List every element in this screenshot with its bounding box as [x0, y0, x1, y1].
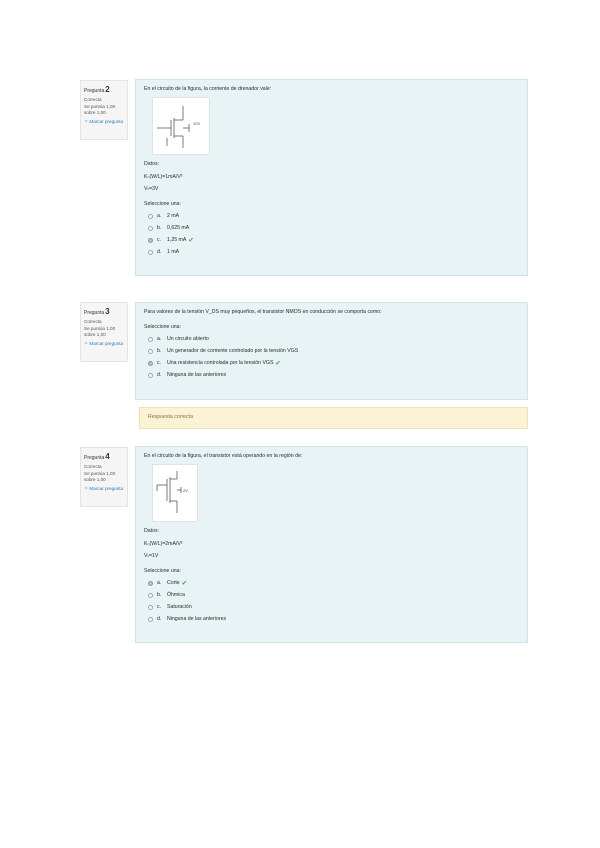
radio-button-checked[interactable] — [148, 581, 153, 586]
select-prompt: Seleccione una: — [144, 201, 181, 208]
option-c[interactable]: c. Una resistencia controlada por la tensión VGS ✔ — [144, 358, 519, 370]
option-b[interactable]: b. 0,625 mA — [144, 222, 519, 234]
radio-button[interactable] — [148, 214, 153, 219]
radio-button[interactable] — [148, 349, 153, 354]
radio-button-checked[interactable] — [148, 238, 153, 243]
question-grade: Se puntúa 1,00 sobre 1,00 — [84, 470, 116, 483]
option-text: 1,25 mA — [167, 236, 187, 243]
option-text: Ninguna de las anteriores — [167, 615, 227, 622]
question-grade: Se puntúa 1,00 sobre 1,00 — [84, 325, 116, 338]
option-c[interactable]: c. Saturación — [144, 601, 519, 613]
question-info-3 — [80, 302, 128, 362]
flag-icon: ⚑ — [84, 119, 89, 125]
question-status: Correcta — [84, 318, 102, 324]
option-c[interactable]: c. 1,25 mA ✔ — [144, 234, 519, 246]
option-text: Ninguna de las anteriores — [167, 371, 227, 378]
question-content-4 — [135, 446, 528, 643]
checkmark-icon: ✔ — [275, 360, 281, 368]
data-line: Kₙ(W/L)=2mA/V² — [144, 540, 183, 547]
option-d[interactable]: d. Ninguna de las anteriores — [144, 613, 519, 625]
data-line: Kₙ(W/L)=1mA/V² — [144, 173, 183, 180]
question-number: Pregunta2 — [84, 85, 110, 94]
data-line: Vₜ=1V — [144, 552, 159, 559]
flag-question-link[interactable]: ⚑ Marcar pregunta — [84, 486, 124, 492]
option-b[interactable]: b. Óhmica — [144, 589, 519, 601]
question-content-2 — [135, 79, 528, 276]
select-prompt: Seleccione una: — [144, 568, 181, 575]
figure-voltage-label: 2V — [183, 488, 188, 494]
option-d[interactable]: d. Ninguna de las anteriores — [144, 370, 519, 382]
flag-icon: ⚑ — [84, 486, 89, 492]
option-a[interactable]: a. Un circuito abierto — [144, 334, 519, 346]
data-title: Datos: — [144, 528, 159, 535]
radio-button-checked[interactable] — [148, 361, 153, 366]
option-text: Óhmica — [167, 591, 185, 598]
flag-icon: ⚑ — [84, 341, 89, 347]
radio-button[interactable] — [148, 373, 153, 378]
question-text: Para valores de la tensión V_DS muy pequeños, el transistor NMOS en conducción se comporta como: — [144, 309, 382, 315]
question-text: En el circuito de la figura, la corriente de drenador vale: — [144, 86, 272, 92]
question-info-2 — [80, 80, 128, 140]
question-text: En el circuito de la figura, el transistor está operando en la región de: — [144, 453, 303, 459]
option-text: Una resistencia controlada por la tensión VGS — [167, 359, 274, 366]
option-text: Un generador de corriente controlado por la tensión VGS — [167, 347, 299, 354]
data-line: Vₜ=3V — [144, 185, 159, 192]
circuit-figure — [152, 97, 210, 155]
circuit-figure — [152, 464, 198, 522]
option-text: 0,625 mA — [167, 224, 190, 231]
option-text: Corte — [167, 579, 180, 586]
question-number: Pregunta3 — [84, 307, 110, 316]
flag-question-link[interactable]: ⚑ Marcar pregunta — [84, 341, 124, 347]
radio-button[interactable] — [148, 226, 153, 231]
option-text: Un circuito abierto — [167, 335, 209, 342]
option-text: 1 mA — [167, 248, 180, 255]
question-info-4 — [80, 447, 128, 507]
option-a[interactable]: a. Corte ✔ — [144, 577, 519, 589]
radio-button[interactable] — [148, 605, 153, 610]
option-text: 2 mA — [167, 212, 180, 219]
feedback-message: Respuesta correcta — [139, 407, 528, 429]
radio-button[interactable] — [148, 250, 153, 255]
option-d[interactable]: d. 1 mA — [144, 246, 519, 258]
question-status: Correcta — [84, 463, 102, 469]
data-title: Datos: — [144, 161, 159, 168]
flag-question-link[interactable]: ⚑ Marcar pregunta — [84, 119, 124, 125]
option-b[interactable]: b. Un generador de corriente controlado por la tensión VGS — [144, 346, 519, 358]
question-grade: Se puntúa 1,00 sobre 1,00 — [84, 103, 116, 116]
select-prompt: Seleccione una: — [144, 324, 181, 331]
checkmark-icon: ✔ — [188, 236, 194, 244]
radio-button[interactable] — [148, 337, 153, 342]
checkmark-icon: ✔ — [181, 579, 188, 587]
option-a[interactable]: a. 2 mA — [144, 210, 519, 222]
figure-voltage-label: 10V — [193, 121, 201, 127]
radio-button[interactable] — [148, 617, 153, 622]
question-number: Pregunta4 — [84, 452, 110, 461]
question-content-3 — [135, 302, 528, 400]
option-text: Saturación — [167, 603, 192, 610]
question-status: Correcta — [84, 96, 102, 102]
radio-button[interactable] — [148, 593, 153, 598]
